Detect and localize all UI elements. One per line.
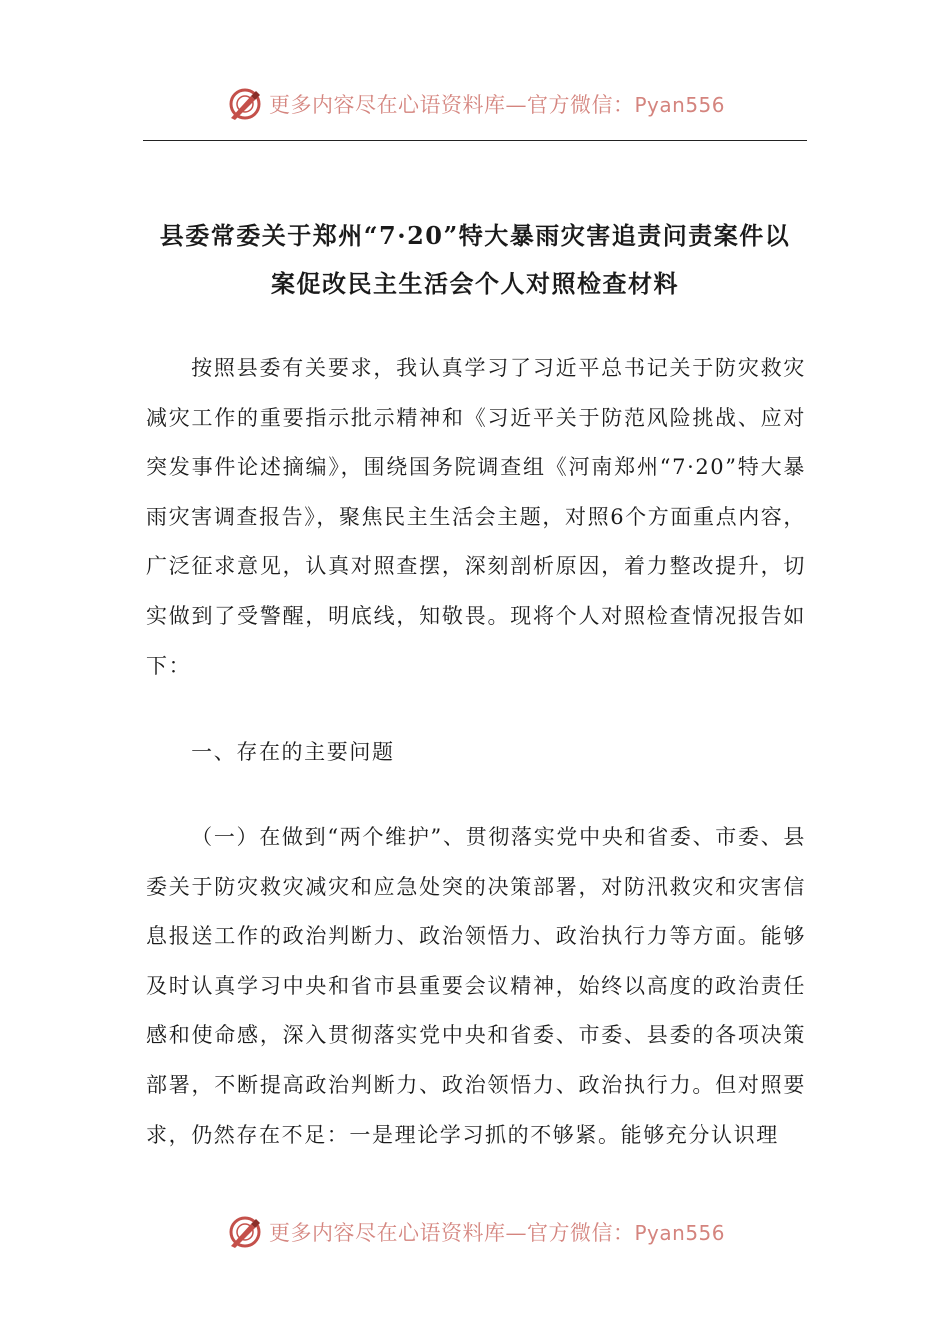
title-line-2: 案促改民主生活会个人对照检查材料 (271, 269, 679, 298)
footer-watermark (0, 1212, 950, 1252)
title-line-1: 县委常委关于郑州“7·20”特大暴雨灾害追责问责案件以 (159, 221, 791, 250)
header-rule (143, 140, 807, 141)
intro-paragraph: 按照县委有关要求，我认真学习了习近平总书记关于防灾救灾减灾工作的重要指示批示精神和《习近平关于防范风险挑战、应对突发事件论述摘编》，围绕国务院调查组《河南郑州“7·20”特大暴雨灾害调查报告》，聚焦民主生活会主题，对照6个方面重点内容，广泛征求意见，认真对照查摆，深刻剖析原因，着力整改提升，切实做到了受警醒，明底线，知敬畏。现将个人对照检查情况报告如下： (146, 356, 806, 678)
header-watermark (0, 84, 950, 124)
pen-circle-logo (225, 1212, 265, 1252)
watermark-text: 更多内容尽在心语资料库—官方微信：Pyan556 (268, 1221, 725, 1245)
pen-circle-logo (225, 84, 265, 124)
section-heading: 一、存在的主要问题 (191, 740, 395, 764)
watermark-text: 更多内容尽在心语资料库—官方微信：Pyan556 (268, 93, 725, 117)
body-paragraph: （一）在做到“两个维护”、贯彻落实党中央和省委、市委、县委关于防灾救灾减灾和应急处突的决策部署，对防汛救灾和灾害信息报送工作的政治判断力、政治领悟力、政治执行力等方面。能够及时认真学习中央和省市县重要会议精神，始终以高度的政治责任感和使命感，深入贯彻落实党中央和省委、市委、县委的各项决策部署，不断提高政治判断力、政治领悟力、政治执行力。但对照要求，仍然存在不足：一是理论学习抓的不够紧。能够充分认识理 (146, 825, 806, 1147)
document-title (130, 212, 820, 308)
